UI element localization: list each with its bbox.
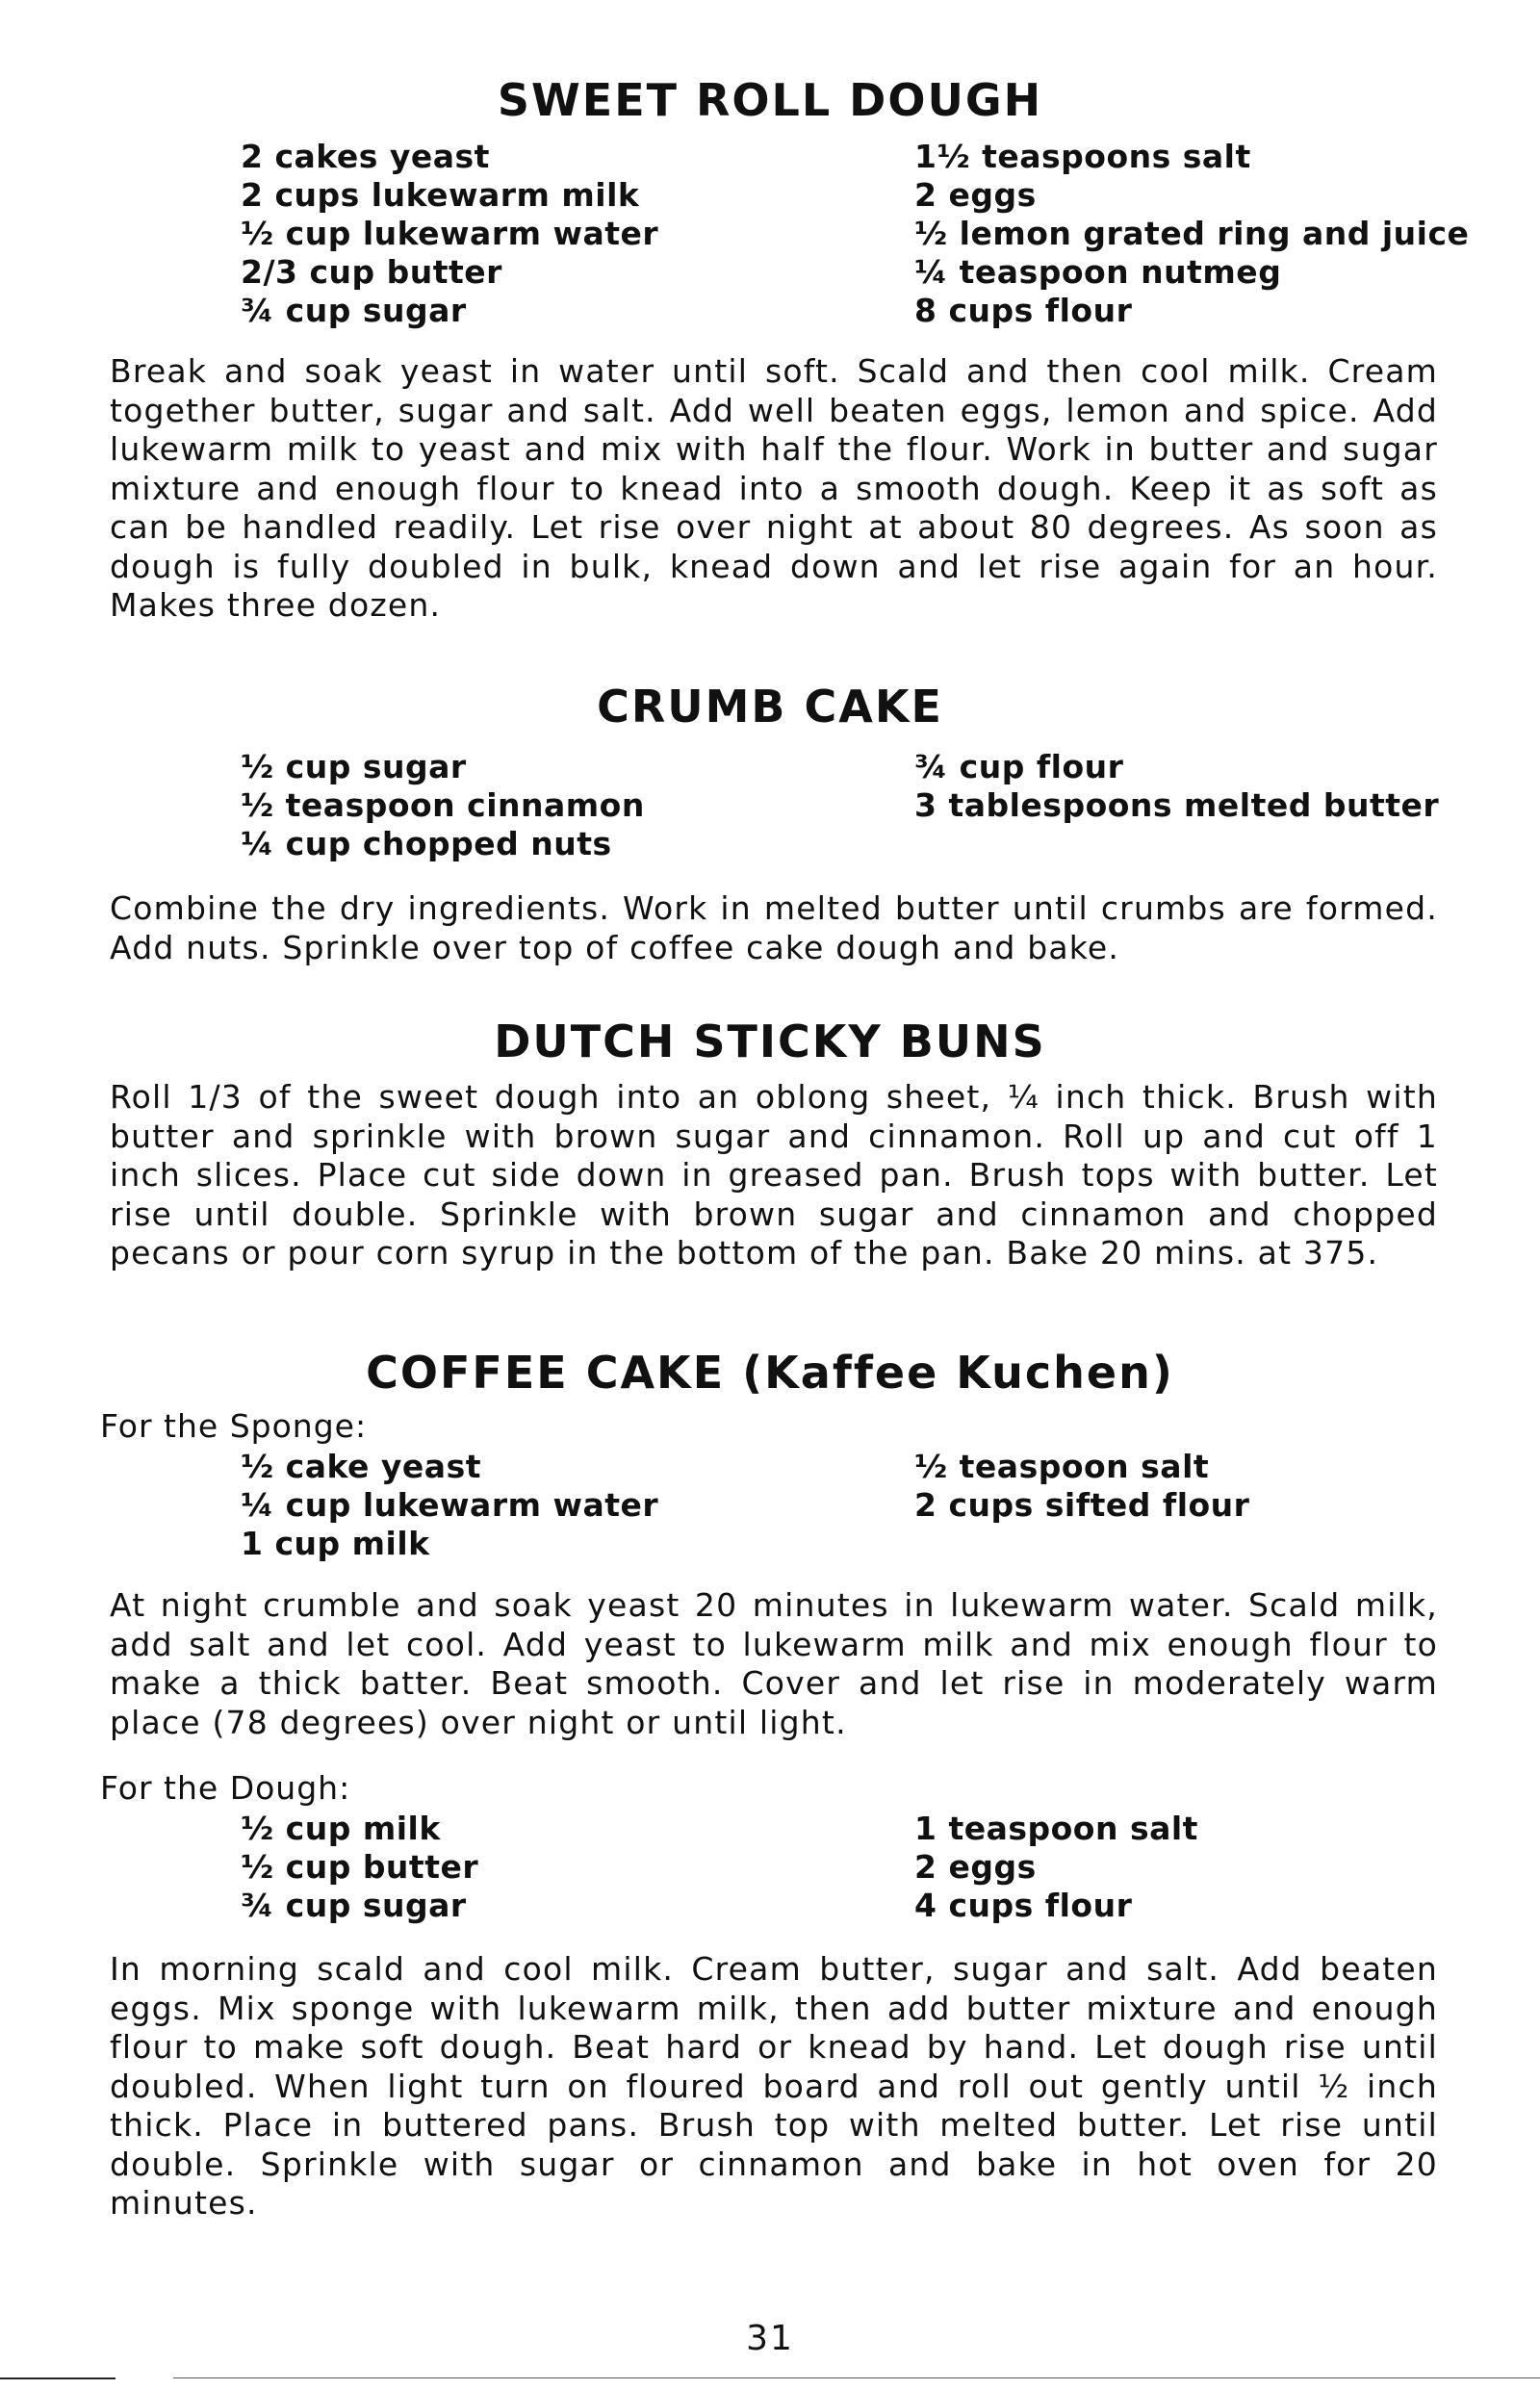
ingredient-item: 2 eggs	[914, 176, 1037, 214]
dough-ingredients-left	[241, 1810, 478, 1925]
sweet-roll-title: SWEET ROLL DOUGH	[497, 74, 1043, 126]
ingredient-item: ¼ cup lukewarm water	[241, 1486, 659, 1524]
dough-ingredients-right	[914, 1810, 1198, 1925]
ingredient-item: 2 cups sifted flour	[914, 1486, 1250, 1524]
ingredient-item: 1 cup milk	[241, 1525, 430, 1562]
ingredient-item: ½ cake yeast	[241, 1448, 481, 1485]
ingredient-item: 1 teaspoon salt	[914, 1810, 1198, 1847]
page-number: 31	[746, 2319, 794, 2358]
ingredient-item: ½ teaspoon salt	[914, 1448, 1210, 1485]
sticky-buns-title: DUTCH STICKY BUNS	[494, 1015, 1046, 1067]
sponge-label: For the Sponge:	[100, 1407, 368, 1445]
ingredient-item: 2 eggs	[914, 1848, 1037, 1886]
ingredient-item: 2 cakes yeast	[241, 138, 490, 175]
ingredient-item: 2/3 cup butter	[241, 253, 502, 291]
ingredient-item: 1½ teaspoons salt	[914, 138, 1251, 175]
ingredient-item: ½ cup sugar	[241, 748, 467, 785]
ingredient-item: 4 cups flour	[914, 1887, 1133, 1924]
ingredient-item: ½ cup butter	[241, 1848, 479, 1886]
ingredient-item: ¼ cup chopped nuts	[241, 825, 612, 862]
sponge-ingredients-left	[241, 1448, 658, 1563]
sponge-ingredients-right	[914, 1448, 1249, 1525]
sweet-roll-ingredients-left	[241, 138, 658, 330]
ingredient-item: ½ lemon grated ring and juice	[914, 215, 1470, 252]
crumb-cake-ingredients-left	[241, 748, 645, 863]
ingredient-item: ¾ cup sugar	[241, 292, 467, 329]
ingredient-item: 2 cups lukewarm milk	[241, 176, 640, 214]
bottom-rule-left	[0, 2377, 116, 2379]
sponge-method: At night crumble and soak yeast 20 minutes in lukewarm water. Scald milk, add salt and let cool. Add yeast to lukewarm milk and mix enough flour to make a thick batter. Beat smooth. Cover and let rise in moderately warm place (78 degrees) over night or until light.	[110, 1586, 1438, 1741]
ingredient-item: ½ cup lukewarm water	[241, 215, 659, 252]
bottom-rule-right	[173, 2377, 1540, 2378]
ingredient-item: 8 cups flour	[914, 292, 1133, 329]
crumb-cake-title: CRUMB CAKE	[597, 681, 943, 732]
dough-method: In morning scald and cool milk. Cream butter, sugar and salt. Add beaten eggs. Mix sponge with lukewarm milk, then add butter mixture and enough flour to make soft dough. Beat hard or knead by hand. Let dough rise until doubled. When light turn on floured board and roll out gently until ½ inch thick. Place in buttered pans. Brush top with melted butter. Let rise until double. Sprinkle with sugar or cinnamon and bake in hot oven for 20 minutes.	[110, 1950, 1438, 2222]
crumb-cake-method: Combine the dry ingredients. Work in melted butter until crumbs are formed. Add nuts. Sprinkle over top of coffee cake dough and bake.	[110, 889, 1438, 966]
dough-label: For the Dough:	[100, 1769, 351, 1807]
ingredient-item: ¼ teaspoon nutmeg	[914, 253, 1282, 291]
sticky-buns-method: Roll 1/3 of the sweet dough into an oblong sheet, ¼ inch thick. Brush with butter and sprinkle with brown sugar and cinnamon. Roll up and cut off 1 inch slices. Place cut side down in greased pan. Brush tops with butter. Let rise until double. Sprinkle with brown sugar and cinnamon and chopped pecans or pour corn syrup in the bottom of the pan. Bake 20 mins. at 375.	[110, 1078, 1438, 1272]
sweet-roll-method: Break and soak yeast in water until soft. Scald and then cool milk. Cream together butter, sugar and salt. Add well beaten eggs, lemon and spice. Add lukewarm milk to yeast and mix with half the flour. Work in butter and sugar mixture and enough flour to knead into a smooth dough. Keep it as soft as can be handled readily. Let rise over night at about 80 degrees. As soon as dough is fully doubled in bulk, knead down and let rise again for an hour. Makes three dozen.	[110, 352, 1438, 624]
ingredient-item: ¾ cup flour	[914, 748, 1124, 785]
sweet-roll-ingredients-right	[914, 138, 1469, 330]
ingredient-item: ¾ cup sugar	[241, 1887, 467, 1924]
ingredient-item: ½ cup milk	[241, 1810, 441, 1847]
ingredient-item: ½ teaspoon cinnamon	[241, 786, 645, 824]
coffee-cake-title: COFFEE CAKE (Kaffee Kuchen)	[366, 1347, 1174, 1399]
crumb-cake-ingredients-right	[914, 748, 1439, 825]
ingredient-item: 3 tablespoons melted butter	[914, 786, 1440, 824]
